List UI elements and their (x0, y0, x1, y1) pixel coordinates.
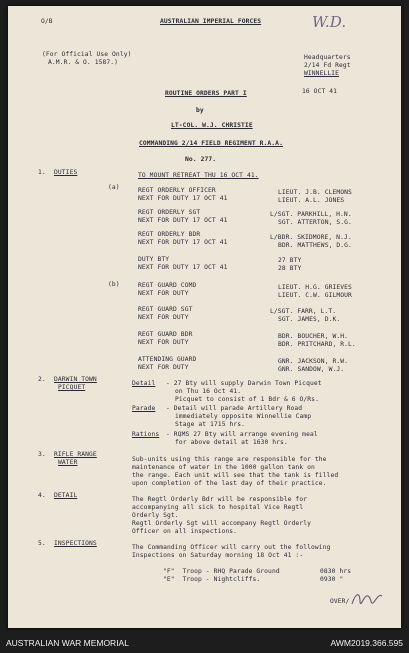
picquet-parade-line: immediately opposite Winnellie Camp (175, 413, 312, 420)
duty-name-next: LIEUT. C.W. GILMOUR (278, 292, 352, 299)
detail-line: accompanying all sick to hospital Vice Regtl (132, 504, 304, 511)
signature-scribble (350, 588, 384, 610)
duty-role: REGT GUARD SGT (138, 306, 193, 313)
inspections-line: Inspections on Saturday morning 18 Oct 41 :- (132, 552, 304, 559)
picquet-heading-line-2: PICQUET (58, 384, 86, 391)
official-use-line-1: (For Official Use Only) (42, 51, 132, 58)
duty-role: DUTY BTY (138, 256, 170, 263)
duty-next: NEXT FOR DUTY (138, 314, 189, 321)
duty-role: REGT ORDERLY OFFICER (138, 187, 216, 194)
duty-next: NEXT FOR DUTY 17 OCT 41 (138, 195, 228, 202)
duty-next: NEXT FOR DUTY 17 OCT 41 (138, 217, 228, 224)
inspection-troop: "E" Troop - Nightcliffs. (163, 576, 261, 583)
picquet-rations-line: for above detail at 1630 hrs. (175, 439, 288, 446)
over-indicator: OVER/ (330, 598, 350, 605)
duty-name-next: LIEUT. A.L. JONES (278, 197, 345, 204)
duty-name-current: 27 BTY (278, 257, 302, 264)
rifle-range-line: maintenance of water in the 1000 gallon tank on (132, 464, 315, 471)
duty-name-next: 28 BTY (278, 265, 302, 272)
duty-role: REGT ORDERLY BDR (138, 231, 201, 238)
duty-name-current: BDR. BOUCHER, W.H. (278, 333, 349, 340)
detail-line: Officer on all inspections. (132, 528, 238, 535)
duty-next: NEXT FOR DUTY (138, 339, 189, 346)
inspection-time: 0930 " (320, 576, 344, 583)
document-page (8, 6, 401, 628)
file-reference: O/B (41, 18, 53, 25)
official-use-line-2: A.M.R. & O. 1587.) (48, 59, 119, 66)
picquet-rations-label: Rations (132, 431, 160, 438)
duty-name-next: SGT. ATTERTON, S.G. (278, 219, 352, 226)
detail-heading: DETAIL (54, 492, 78, 499)
picquet-heading-line-1: DARWIN TOWN (54, 376, 97, 383)
picquet-rations-line: - RQMS 27 Bty will arrange evening meal (166, 431, 318, 438)
detail-line: Regtl Orderly Sgt will accompany Regtl Orderly (132, 520, 311, 527)
duties-part-b: (b) (108, 281, 120, 288)
inspections-line: The Commanding Officer will carry out the following (132, 544, 331, 551)
rifle-range-line: Sub-units using this range are responsible for the (132, 456, 327, 463)
orders-by: by (196, 107, 204, 114)
duty-name-current: L/SGT. PARKHILL, H.N. (270, 211, 352, 218)
picquet-parade-line: Stage at 1715 hrs. (175, 421, 246, 428)
footer-bar (0, 632, 409, 653)
handwritten-mark: W.D. (312, 13, 347, 31)
rifle-range-heading-line-1: RIFLE RANGE (54, 451, 97, 458)
duty-role: REGT GUARD COMD (138, 282, 197, 289)
detail-line: Orderly Sgt. (132, 512, 179, 519)
picquet-parade-line: - Detail will parade Artillery Road (166, 405, 303, 412)
inspections-heading: INSPECTIONS (54, 540, 97, 547)
inspection-troop: "F" Troop - RHQ Parade Ground (163, 568, 280, 575)
document-title: AUSTRALIAN IMPERIAL FORCES (160, 18, 262, 25)
duty-name-next: BDR. MATTHEWS, D.G. (278, 242, 352, 249)
duty-next: NEXT FOR DUTY 17 OCT 41 (138, 264, 228, 271)
hq-line-1: Headquarters (304, 54, 351, 61)
duty-name-current: GNR. JACKSON, R.W. (278, 358, 349, 365)
duties-heading: DUTIES (54, 169, 78, 176)
duty-next: NEXT FOR DUTY (138, 290, 189, 297)
detail-number: 4. (38, 492, 46, 499)
inspections-number: 5. (38, 540, 46, 547)
document-date: 16 OCT 41 (302, 88, 338, 95)
duty-name-next: SGT. JAMES, D.K. (278, 316, 341, 323)
duty-role: REGT ORDERLY SGT (138, 209, 201, 216)
orders-number: No. 277. (185, 156, 217, 163)
duties-number: 1. (38, 169, 46, 176)
duty-name-current: LIEUT. H.G. GRIEVES (278, 284, 352, 291)
hq-line-2: 2/14 Fd Regt (304, 62, 351, 69)
duty-role: ATTENDING GUARD (138, 356, 197, 363)
picquet-detail-line: Picquet to consist of 1 Bdr & 6 O/Rs. (175, 396, 319, 403)
rifle-range-line: the range. Each unit will see that the tank is filled (132, 472, 339, 479)
picquet-detail-line: - 27 Bty will supply Darwin Town Picquet (166, 380, 322, 387)
picquet-number: 2. (38, 376, 46, 383)
inspection-time: 0830 hrs (320, 568, 352, 575)
duty-next: NEXT FOR DUTY 17 OCT 41 (138, 239, 228, 246)
orders-commander: LT-COL. W.J. CHRISTIE (171, 122, 253, 129)
duty-name-current: L/SGT. FARR, L.T. (270, 308, 337, 315)
picquet-parade-label: Parade (132, 405, 156, 412)
duty-name-current: LIEUT. J.B. CLEMONS (278, 189, 352, 196)
rifle-range-heading-line-2: WATER (58, 459, 78, 466)
orders-title: ROUTINE ORDERS PART I (165, 90, 247, 97)
rifle-range-number: 3. (38, 451, 46, 458)
duties-subheading: TO MOUNT RETREAT THU 16 OCT 41. (138, 172, 259, 179)
picquet-detail-label: Detail (132, 380, 156, 387)
footer-institution: AUSTRALIAN WAR MEMORIAL (6, 638, 129, 648)
duty-name-next: BDR. PRITCHARD, R.L. (278, 341, 356, 348)
footer-catalogue-id: AWM2019.366.595 (330, 638, 403, 648)
duty-next: NEXT FOR DUTY (138, 364, 189, 371)
detail-line: The Regtl Orderly Bdr will be responsible for (132, 496, 308, 503)
duties-part-a: (a) (108, 184, 120, 191)
hq-line-3: WINNELLIE (304, 70, 340, 77)
rifle-range-line: upon completion of the last day of their practice. (132, 480, 327, 487)
duty-name-next: GNR. SANDOW, W.J. (278, 366, 345, 373)
duty-role: REGT GUARD BDR (138, 331, 193, 338)
duty-name-current: L/BDR. SKIDMORE, N.J. (270, 234, 352, 241)
orders-unit: COMMANDING 2/14 FIELD REGIMENT R.A.A. (139, 140, 283, 147)
picquet-detail-line: on Thu 16 Oct 41. (175, 388, 242, 395)
